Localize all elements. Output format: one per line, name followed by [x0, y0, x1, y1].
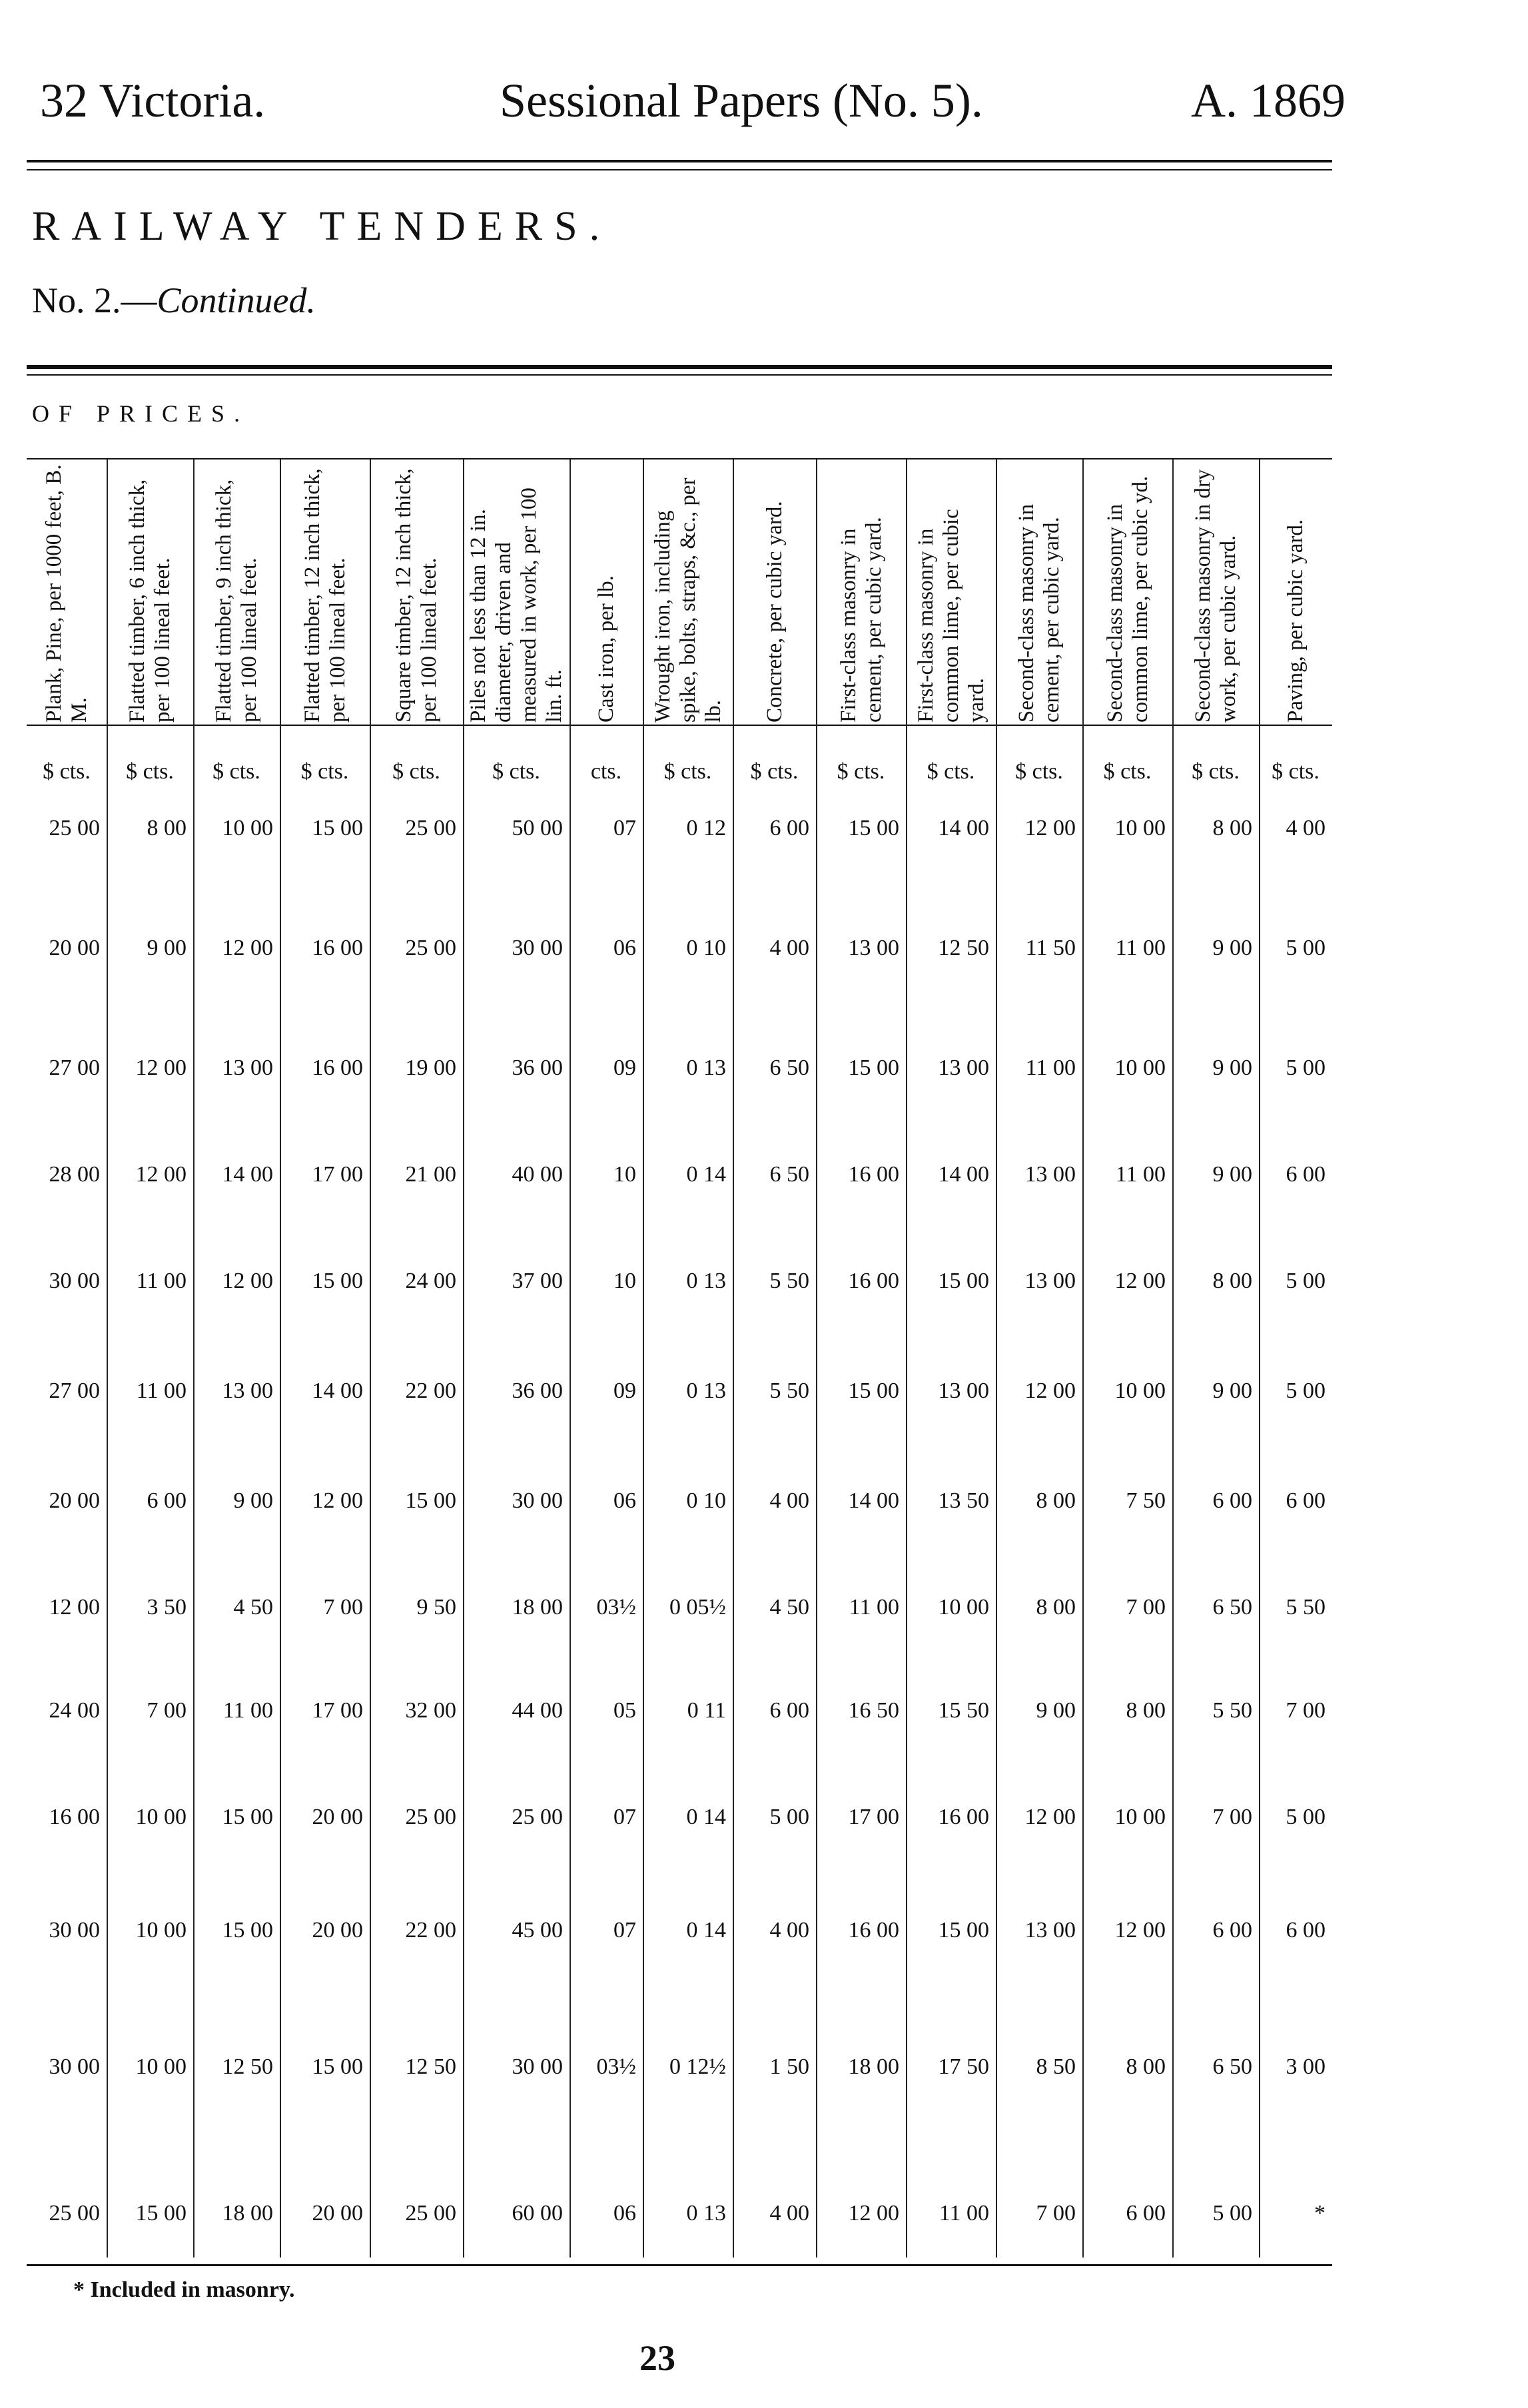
table-cell: 60 00	[512, 2201, 563, 2226]
column-unit-label: $ cts.	[392, 759, 440, 784]
table-cell: 07	[613, 1805, 636, 1829]
table-cell: 11 00	[1025, 1055, 1076, 1080]
column-header-label: Paving, per cubic yard.	[1284, 519, 1308, 723]
table-cell: 9 50	[416, 1595, 456, 1620]
table-cell: 5 00	[1286, 1805, 1326, 1829]
column-divider	[906, 459, 907, 2258]
table-cell: 13 00	[938, 1378, 989, 1403]
table-cell: 6 00	[147, 1488, 187, 1513]
table-cell: 6 50	[769, 1162, 809, 1187]
header-series: Sessional Papers (No. 5).	[500, 74, 983, 127]
table-cell: 8 00	[1036, 1595, 1076, 1620]
table-cell: 25 00	[512, 1805, 563, 1829]
column-header-label: Flatted timber, 6 inch thick, per 100 lineal feet.	[125, 479, 175, 723]
running-header	[27, 73, 1345, 147]
table-cell: 11 50	[1025, 936, 1076, 960]
table-cell: 6 00	[1286, 1488, 1326, 1513]
table-cell: 15 00	[312, 2054, 363, 2079]
table-cell: 11 00	[136, 1378, 187, 1403]
table-cell: 12 00	[848, 2201, 899, 2226]
table-cell: 27 00	[49, 1055, 100, 1080]
table-cell: 9 00	[1212, 936, 1252, 960]
table-cell: 07	[613, 1918, 636, 1943]
footnote: * Included in masonry.	[73, 2277, 295, 2302]
column-header-label: Plank, Pine, per 1000 feet, B. M.	[42, 464, 91, 723]
table-cell: 32 00	[405, 1698, 456, 1723]
table-cell: 14 00	[938, 1162, 989, 1187]
column-header-label: Piles not less than 12 in. diameter, driven and measured in work, per 100 lin. ft.	[466, 487, 566, 723]
column-header	[1082, 459, 1172, 726]
table-cell: 9 00	[1212, 1055, 1252, 1080]
section-subtitle	[32, 280, 316, 321]
table-cell: 8 00	[1126, 2054, 1166, 2079]
table-cell: 11 00	[222, 1698, 273, 1723]
table-cell: 10 00	[1114, 1805, 1166, 1829]
table-cell: 12 00	[222, 1269, 273, 1293]
table-cell: 7 00	[1036, 2201, 1076, 2226]
table-cell: 10	[613, 1162, 636, 1187]
table-cell: 4 00	[769, 1488, 809, 1513]
header-year: A. 1869	[1191, 74, 1345, 127]
table-cell: 6 00	[1286, 1918, 1326, 1943]
column-header-label: Second-class masonry in common lime, per cubic yd.	[1102, 475, 1152, 723]
column-unit-label: $ cts.	[126, 759, 174, 784]
column-unit-label: cts.	[590, 759, 622, 784]
table-cell: 3 50	[147, 1595, 187, 1620]
column-divider	[996, 459, 997, 2258]
table-cell: 0 14	[686, 1918, 726, 1943]
table-cell: 12 50	[222, 2054, 273, 2079]
table-cell: 16 00	[848, 1162, 899, 1187]
column-unit-label: $ cts.	[837, 759, 885, 784]
table-cell: 12 00	[1024, 1378, 1076, 1403]
table-cell: 45 00	[512, 1918, 563, 1943]
table-cell: 15 00	[135, 2201, 187, 2226]
table-cell: 13 00	[848, 936, 899, 960]
table-cell: 8 00	[147, 816, 187, 840]
table-cell: 12 00	[1024, 1805, 1076, 1829]
header-rule-bottom	[27, 169, 1332, 170]
table-cell: 16 00	[938, 1805, 989, 1829]
column-header-label: First-class masonry in common lime, per cubic yard.	[913, 509, 988, 723]
table-cell: 15 00	[405, 1488, 456, 1513]
table-cell: 8 00	[1212, 1269, 1252, 1293]
column-header-label: Second-class masonry in cement, per cubic yard.	[1014, 503, 1064, 723]
table-cell: 0 13	[686, 1055, 726, 1080]
table-cell: 8 50	[1036, 2054, 1076, 2079]
table-cell: 6 00	[1212, 1488, 1252, 1513]
table-cell: 0 11	[687, 1698, 726, 1723]
table-cell: 17 00	[312, 1162, 363, 1187]
table-cell: 37 00	[512, 1269, 563, 1293]
table-cell: 15 00	[222, 1805, 273, 1829]
table-cell: 15 00	[848, 1055, 899, 1080]
table-cell: 24 00	[49, 1698, 100, 1723]
subtitle-prefix: No. 2.—	[32, 280, 157, 320]
column-header	[27, 459, 107, 726]
table-cell: 0 05½	[669, 1595, 726, 1620]
table-cell: 30 00	[49, 1918, 100, 1943]
table-cell: 15 00	[938, 1918, 989, 1943]
table-cell: 16 00	[49, 1805, 100, 1829]
table-cell: 8 00	[1126, 1698, 1166, 1723]
table-cell: 16 00	[848, 1269, 899, 1293]
column-unit-label: $ cts.	[1015, 759, 1063, 784]
table-cell: 7 00	[147, 1698, 187, 1723]
table-cell: 12 00	[1114, 1918, 1166, 1943]
footnote-rule	[27, 2264, 1332, 2266]
table-cell: 13 00	[1024, 1918, 1076, 1943]
table-cell: 17 50	[938, 2054, 989, 2079]
table-cell: 0 14	[686, 1805, 726, 1829]
column-header-label: Square timber, 12 inch thick, per 100 lineal feet.	[392, 468, 441, 723]
column-unit-label: $ cts.	[300, 759, 349, 784]
table-cell: 0 13	[686, 1269, 726, 1293]
table-cell: 06	[613, 2201, 636, 2226]
table-top-rule-thick	[27, 365, 1332, 369]
table-cell: 6 50	[1212, 1595, 1252, 1620]
table-cell: 9 00	[1212, 1162, 1252, 1187]
table-cell: 30 00	[512, 2054, 563, 2079]
column-divider	[463, 459, 464, 2258]
column-header	[107, 459, 193, 726]
table-cell: 13 50	[938, 1488, 989, 1513]
table-cell: 12 00	[135, 1162, 187, 1187]
table-cell: 13 00	[938, 1055, 989, 1080]
header-volume: 32 Victoria.	[40, 74, 266, 127]
table-cell: 21 00	[405, 1162, 456, 1187]
column-header-label: First-class masonry in cement, per cubic yard.	[836, 517, 886, 723]
table-cell: 15 00	[312, 1269, 363, 1293]
table-cell: 4 00	[769, 2201, 809, 2226]
table-cell: 10 00	[1114, 816, 1166, 840]
table-cell: 44 00	[512, 1698, 563, 1723]
table-cell: 10 00	[938, 1595, 989, 1620]
table-cell: 25 00	[405, 1805, 456, 1829]
column-unit-label: $ cts.	[43, 759, 91, 784]
table-cell: 15 00	[222, 1918, 273, 1943]
column-header	[1259, 459, 1332, 726]
column-header	[463, 459, 570, 726]
table-cell: 25 00	[49, 2201, 100, 2226]
column-divider	[280, 459, 281, 2258]
table-cell: 03½	[596, 1595, 636, 1620]
table-cell: 12 00	[1114, 1269, 1166, 1293]
table-cell: 12 00	[49, 1595, 100, 1620]
table-cell: 30 00	[49, 1269, 100, 1293]
table-cell: 12 50	[938, 936, 989, 960]
table-cell: 28 00	[49, 1162, 100, 1187]
table-cell: 18 00	[512, 1595, 563, 1620]
table-cell: 20 00	[312, 1918, 363, 1943]
table-cell: 12 00	[135, 1055, 187, 1080]
table-cell: 16 00	[312, 1055, 363, 1080]
column-unit-label: $ cts.	[1272, 759, 1320, 784]
table-cell: 10 00	[1114, 1055, 1166, 1080]
table-cell: 20 00	[312, 1805, 363, 1829]
table-cell: 10 00	[135, 1805, 187, 1829]
table-cell: 25 00	[49, 816, 100, 840]
table-cell: 30 00	[512, 936, 563, 960]
table-cell: 25 00	[405, 816, 456, 840]
table-cell: 0 14	[686, 1162, 726, 1187]
table-cell: 22 00	[405, 1378, 456, 1403]
table-cell: 19 00	[405, 1055, 456, 1080]
table-cell: 18 00	[848, 2054, 899, 2079]
table-cell: 16 50	[848, 1698, 899, 1723]
table-cell: 0 12	[686, 816, 726, 840]
table-cell: 4 00	[769, 936, 809, 960]
column-header	[1172, 459, 1259, 726]
table-cell: 0 13	[686, 1378, 726, 1403]
column-divider	[1082, 459, 1084, 2258]
table-cell: 12 50	[405, 2054, 456, 2079]
table-cell: 6 00	[769, 816, 809, 840]
table-cell: 0 12½	[669, 2054, 726, 2079]
table-cell: 9 00	[1212, 1378, 1252, 1403]
table-cell: 15 00	[848, 816, 899, 840]
column-header-label: Flatted timber, 12 inch thick, per 100 lineal feet.	[300, 468, 350, 723]
column-header	[733, 459, 816, 726]
table-cell: 25 00	[405, 936, 456, 960]
table-cell: 5 50	[769, 1378, 809, 1403]
table-cell: 11 00	[1115, 1162, 1166, 1187]
table-cell: 6 00	[1126, 2201, 1166, 2226]
table-cell: 11 00	[1115, 936, 1166, 960]
table-cell: 12 00	[312, 1488, 363, 1513]
table-cell: 6 00	[1286, 1162, 1326, 1187]
table-cell: 14 00	[938, 816, 989, 840]
table-cell: 20 00	[49, 1488, 100, 1513]
table-cell: 40 00	[512, 1162, 563, 1187]
column-divider	[733, 459, 734, 2258]
table-cell: 20 00	[312, 2201, 363, 2226]
table-cell: 10	[613, 1269, 636, 1293]
table-caption: OF PRICES.	[32, 400, 250, 427]
table-cell: 4 50	[769, 1595, 809, 1620]
table-cell: 12 00	[1024, 816, 1076, 840]
table-cell: 5 50	[1286, 1595, 1326, 1620]
table-cell: 13 00	[222, 1378, 273, 1403]
table-cell: 6 00	[1212, 1918, 1252, 1943]
table-cell: 1 50	[769, 2054, 809, 2079]
table-cell: *	[1314, 2201, 1326, 2226]
table-cell: 7 50	[1126, 1488, 1166, 1513]
table-cell: 15 00	[938, 1269, 989, 1293]
table-cell: 3 00	[1286, 2054, 1326, 2079]
column-unit-label: $ cts.	[492, 759, 540, 784]
table-cell: 10 00	[1114, 1378, 1166, 1403]
table-cell: 05	[613, 1698, 636, 1723]
table-cell: 50 00	[512, 816, 563, 840]
column-unit-label: $ cts.	[927, 759, 975, 784]
column-unit-label: $ cts.	[750, 759, 799, 784]
table-cell: 5 00	[769, 1805, 809, 1829]
table-cell: 10 00	[135, 2054, 187, 2079]
table-cell: 10 00	[135, 1918, 187, 1943]
table-cell: 15 50	[938, 1698, 989, 1723]
table-cell: 5 00	[1286, 1269, 1326, 1293]
column-divider	[107, 459, 108, 2258]
column-header	[996, 459, 1082, 726]
table-cell: 5 50	[1212, 1698, 1252, 1723]
table-cell: 13 00	[222, 1055, 273, 1080]
table-cell: 20 00	[49, 936, 100, 960]
column-unit-label: $ cts.	[1192, 759, 1240, 784]
table-cell: 13 00	[1024, 1162, 1076, 1187]
column-header	[906, 459, 996, 726]
section-title: RAILWAY TENDERS.	[32, 204, 612, 249]
column-header	[370, 459, 463, 726]
column-unit-label: $ cts.	[212, 759, 260, 784]
column-divider	[816, 459, 817, 2258]
column-header	[643, 459, 733, 726]
table-cell: 11 00	[136, 1269, 187, 1293]
column-divider	[193, 459, 194, 2258]
table-cell: 8 00	[1036, 1488, 1076, 1513]
column-header-label: Flatted timber, 9 inch thick, per 100 lineal feet.	[212, 479, 261, 723]
table-cell: 09	[613, 1378, 636, 1403]
table-cell: 6 50	[769, 1055, 809, 1080]
table-cell: 30 00	[512, 1488, 563, 1513]
column-unit-label: $ cts.	[663, 759, 712, 784]
column-divider	[643, 459, 644, 2258]
table-cell: 03½	[596, 2054, 636, 2079]
table-cell: 0 10	[686, 936, 726, 960]
table-cell: 30 00	[49, 2054, 100, 2079]
table-cell: 17 00	[312, 1698, 363, 1723]
table-cell: 4 00	[769, 1918, 809, 1943]
table-cell: 36 00	[512, 1378, 563, 1403]
table-cell: 10 00	[222, 816, 273, 840]
table-cell: 11 00	[939, 2201, 989, 2226]
table-cell: 17 00	[848, 1805, 899, 1829]
table-cell: 09	[613, 1055, 636, 1080]
table-cell: 7 00	[1126, 1595, 1166, 1620]
table-cell: 9 00	[147, 936, 187, 960]
column-header-label: Wrought iron, including spike, bolts, straps, &c., per lb.	[650, 477, 725, 723]
table-cell: 7 00	[323, 1595, 363, 1620]
table-cell: 16 00	[312, 936, 363, 960]
header-rule-top	[27, 160, 1332, 162]
table-cell: 0 13	[686, 2201, 726, 2226]
table-cell: 11 00	[849, 1595, 899, 1620]
table-cell: 5 00	[1286, 936, 1326, 960]
subtitle-continued: Continued.	[157, 280, 316, 320]
table-cell: 15 00	[312, 816, 363, 840]
column-divider	[570, 459, 571, 2258]
table-cell: 7 00	[1286, 1698, 1326, 1723]
column-unit-label: $ cts.	[1103, 759, 1152, 784]
table-cell: 06	[613, 936, 636, 960]
table-top-rule-thin	[27, 374, 1332, 376]
table-cell: 18 00	[222, 2201, 273, 2226]
page-number: 23	[639, 2338, 675, 2378]
column-header	[193, 459, 280, 726]
table-cell: 14 00	[848, 1488, 899, 1513]
table-cell: 7 00	[1212, 1805, 1252, 1829]
table-cell: 9 00	[233, 1488, 273, 1513]
column-divider	[1172, 459, 1174, 2258]
table-cell: 0 10	[686, 1488, 726, 1513]
table-cell: 4 00	[1286, 816, 1326, 840]
table-cell: 27 00	[49, 1378, 100, 1403]
table-cell: 24 00	[405, 1269, 456, 1293]
table-cell: 36 00	[512, 1055, 563, 1080]
table-cell: 06	[613, 1488, 636, 1513]
column-header	[280, 459, 370, 726]
table-cell: 07	[613, 816, 636, 840]
table-cell: 14 00	[222, 1162, 273, 1187]
table-cell: 5 50	[769, 1269, 809, 1293]
table-cell: 6 00	[769, 1698, 809, 1723]
table-cell: 5 00	[1286, 1378, 1326, 1403]
table-cell: 8 00	[1212, 816, 1252, 840]
table-cell: 16 00	[848, 1918, 899, 1943]
table-cell: 9 00	[1036, 1698, 1076, 1723]
table-cell: 14 00	[312, 1378, 363, 1403]
column-divider	[1259, 459, 1260, 2258]
column-header-label: Cast iron, per lb.	[594, 575, 618, 723]
table-cell: 5 00	[1212, 2201, 1252, 2226]
table-cell: 13 00	[1024, 1269, 1076, 1293]
table-cell: 4 50	[233, 1595, 273, 1620]
column-header-label: Second-class masonry in dry work, per cubic yard.	[1191, 469, 1240, 723]
column-divider	[370, 459, 371, 2258]
table-cell: 12 00	[222, 936, 273, 960]
column-header	[816, 459, 906, 726]
table-cell: 5 00	[1286, 1055, 1326, 1080]
table-cell: 15 00	[848, 1378, 899, 1403]
table-cell: 22 00	[405, 1918, 456, 1943]
table-cell: 6 50	[1212, 2054, 1252, 2079]
table-cell: 25 00	[405, 2201, 456, 2226]
column-header-label: Concrete, per cubic yard.	[762, 501, 787, 723]
column-header	[570, 459, 643, 726]
